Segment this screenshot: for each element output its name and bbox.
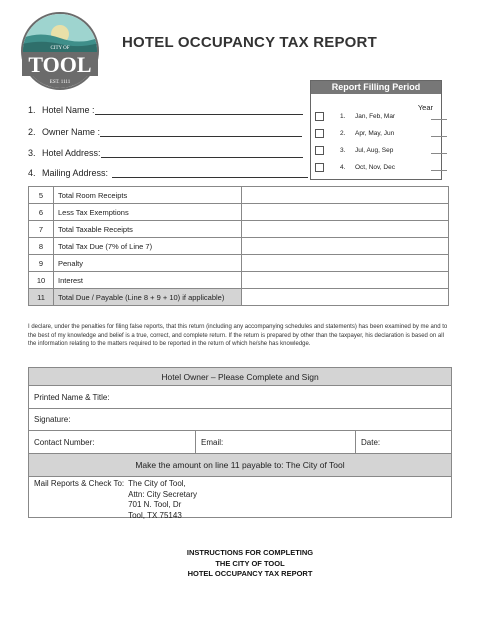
signature-row[interactable] [29,409,451,431]
hotel-address-number: 3. [28,148,36,158]
period-num-q1: 1. [340,113,346,120]
instructions-line: INSTRUCTIONS FOR COMPLETING [186,548,314,557]
period-item-q4 [315,163,447,172]
line-row-6 [29,204,449,221]
owner-name-field[interactable] [100,126,302,137]
period-checkbox-q1[interactable] [315,112,324,121]
line-value-field[interactable] [242,187,449,204]
report-title: HOTEL OCCUPANCY TAX REPORT [122,34,377,51]
mail-address-line: 701 N. Tool, Dr [128,500,182,509]
line-number: 11 [29,289,54,306]
email-field[interactable] [196,431,356,453]
instructions-line: HOTEL OCCUPANCY TAX REPORT [187,569,313,578]
date-field[interactable] [356,431,451,453]
period-num-q4: 4. [340,164,346,171]
line-number: 8 [29,238,54,255]
logo-tool: TOOL [28,52,92,77]
owner-section-header: Hotel Owner – Please Complete and Sign [29,368,451,386]
line-label: Total Tax Due (7% of Line 7) [54,238,242,255]
hotel-address-field[interactable] [101,147,303,158]
hotel-name-field[interactable] [95,104,303,115]
line-value-field[interactable] [242,221,449,238]
mail-reports-block [34,479,197,521]
owner-section [28,367,452,518]
instructions-heading [150,548,350,580]
instructions-line: THE CITY OF TOOL [215,558,285,568]
hotel-name-number: 1. [28,105,36,115]
period-item-q1 [315,112,447,121]
logo-est: EST. 1111 [49,80,71,85]
contact-row [29,431,451,454]
printed-name-label: Printed Name & Title: [34,392,110,402]
line-label: Total Room Receipts [54,187,242,204]
hotel-name-label: Hotel Name : [42,105,95,115]
owner-name-row [28,126,302,137]
email-label: Email: [201,437,224,447]
filing-period-year-label: Year [417,103,433,112]
period-year-field-q1[interactable] [431,113,447,120]
period-label-q3: Jul, Aug, Sep [355,147,394,154]
period-num-q3: 3. [340,147,346,154]
mailing-address-number: 4. [28,168,36,178]
period-checkbox-q2[interactable] [315,129,324,138]
line-label: Total Taxable Receipts [54,221,242,238]
line-label: Total Due / Payable (Line 8 + 9 + 10) if applicable) [54,289,242,306]
hotel-address-row [28,147,303,158]
mailing-address-label: Mailing Address: [42,168,109,178]
line-row-7 [29,221,449,238]
line-value-field[interactable] [242,289,449,306]
mail-address-line: Tool, TX 75143 [128,510,182,520]
line-label: Penalty [54,255,242,272]
mailing-address-field[interactable] [112,167,308,178]
line-value-field[interactable] [242,272,449,289]
hotel-address-label: Hotel Address: [42,148,101,158]
logo-city-of: CITY OF [50,46,70,51]
mail-address [128,479,197,521]
line-label: Less Tax Exemptions [54,204,242,221]
mail-address-line: Attn: City Secretary [128,489,198,499]
line-label: Interest [54,272,242,289]
city-logo [18,12,102,90]
hotel-name-row [28,104,303,115]
mail-address-line: The City of Tool, [128,479,186,488]
line-row-10 [29,272,449,289]
period-item-q3 [315,146,447,155]
line-number: 10 [29,272,54,289]
period-label-q4: Oct, Nov, Dec [355,164,395,171]
line-number: 6 [29,204,54,221]
contact-number-label: Contact Number: [34,437,95,447]
line-items-table [28,186,449,306]
declaration-text: I declare, under the penalties for filing false reports, that this return (including any accompanying schedules and statements) has been examined by me and to the best of my knowledge and belief is a true, correct, and complete return. If the return is prepared by other than the taxpayer, his declaration is based on all the information relating to the matters required to be reported in the return of which he/she has knowledge. [28,324,448,347]
owner-name-number: 2. [28,127,36,137]
period-num-q2: 2. [340,130,346,137]
period-checkbox-q4[interactable] [315,163,324,172]
mailing-address-row [28,167,308,178]
mail-reports-label: Mail Reports & Check To: [34,479,125,488]
line-value-field[interactable] [242,255,449,272]
line-row-5 [29,187,449,204]
printed-name-row[interactable] [29,386,451,409]
date-label: Date: [361,437,381,447]
period-label-q1: Jan, Feb, Mar [355,113,396,120]
filing-period-title: Report Filling Period [311,81,441,94]
period-year-field-q2[interactable] [431,130,447,137]
contact-number-field[interactable] [29,431,196,453]
period-checkbox-q3[interactable] [315,146,324,155]
line-row-8 [29,238,449,255]
line-row-9 [29,255,449,272]
period-year-field-q4[interactable] [431,164,447,171]
period-label-q2: Apr, May, Jun [355,130,395,137]
period-item-q2 [315,129,447,138]
payable-note: Make the amount on line 11 payable to: The City of Tool [29,454,451,477]
line-value-field[interactable] [242,204,449,221]
line-number: 5 [29,187,54,204]
line-number: 7 [29,221,54,238]
owner-name-label: Owner Name : [42,127,101,137]
signature-label: Signature: [34,415,71,424]
period-year-field-q3[interactable] [431,147,447,154]
line-row-11 [29,289,449,306]
line-value-field[interactable] [242,238,449,255]
filing-period-box [310,80,442,180]
line-number: 9 [29,255,54,272]
